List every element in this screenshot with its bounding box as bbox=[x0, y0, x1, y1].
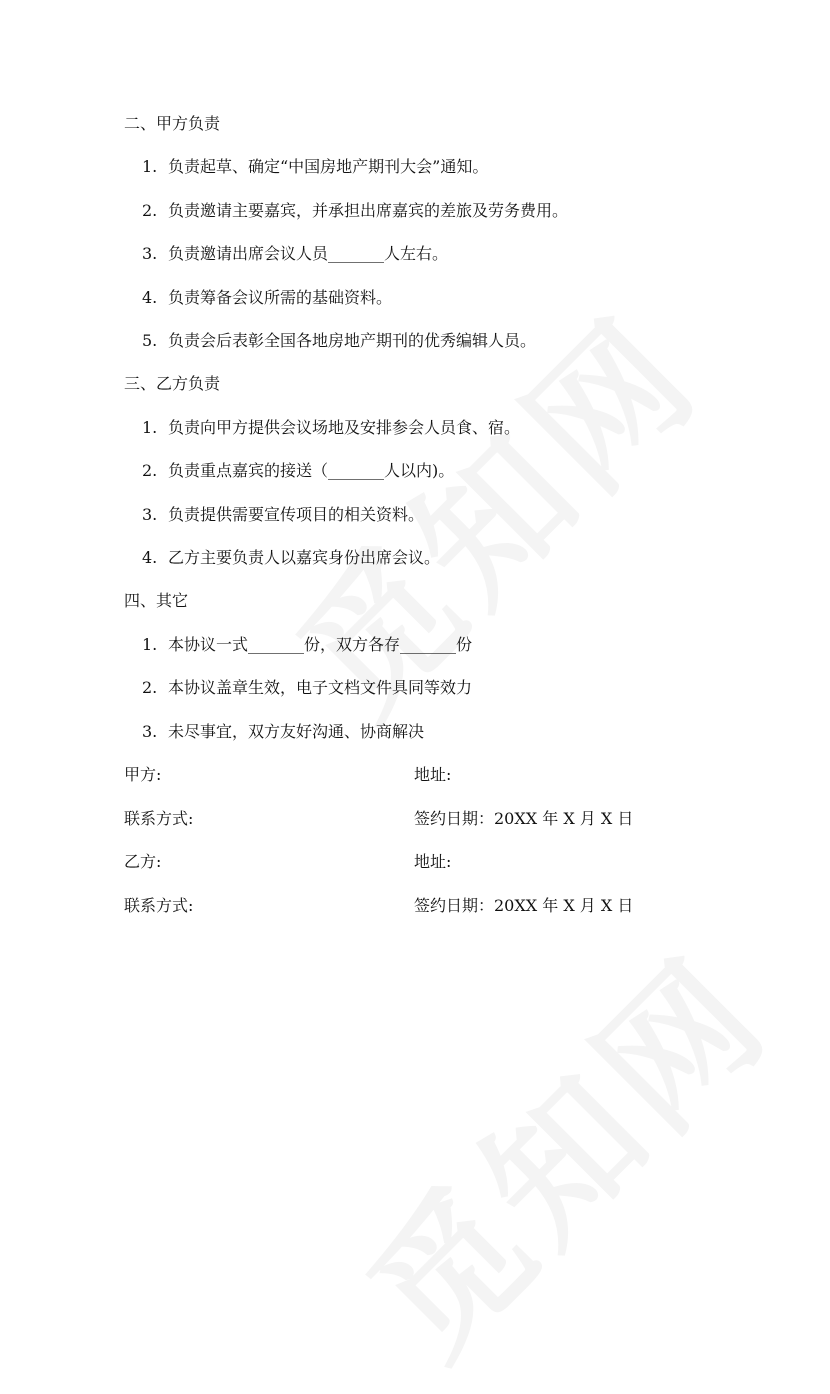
item-text: 负责筹备会议所需的基础资料。 bbox=[168, 288, 393, 307]
list-item bbox=[142, 288, 392, 308]
item-number: 3. bbox=[142, 722, 158, 741]
address-b-label: 地址: bbox=[414, 852, 452, 871]
party-a-label: 甲方: bbox=[124, 765, 162, 784]
item-text: 负责重点嘉宾的接送（_______人以内)。 bbox=[168, 461, 455, 480]
item-number: 1. bbox=[142, 418, 158, 437]
item-text: 本协议一式_______份，双方各存_______份 bbox=[168, 635, 473, 654]
item-number: 4. bbox=[142, 288, 158, 307]
sign-date-b: 签约日期：20XX 年 X 月 X 日 bbox=[414, 896, 634, 915]
item-number: 2. bbox=[142, 678, 158, 697]
item-text: 负责邀请出席会议人员_______人左右。 bbox=[168, 244, 449, 263]
address-a-label: 地址: bbox=[414, 765, 452, 784]
list-item bbox=[142, 461, 454, 481]
item-text: 负责提供需要宣传项目的相关资料。 bbox=[168, 505, 425, 524]
party-b-label: 乙方: bbox=[124, 852, 162, 871]
section-heading: 二、甲方负责 bbox=[124, 114, 221, 133]
list-item bbox=[142, 678, 472, 698]
list-item bbox=[142, 331, 536, 351]
section-heading: 三、乙方负责 bbox=[124, 374, 221, 393]
section-heading: 四、其它 bbox=[124, 591, 189, 610]
list-item bbox=[142, 635, 472, 655]
item-number: 1. bbox=[142, 157, 158, 176]
item-text: 本协议盖章生效，电子文档文件具同等效力 bbox=[168, 678, 473, 697]
item-number: 3. bbox=[142, 244, 158, 263]
item-number: 4. bbox=[142, 548, 158, 567]
list-item bbox=[142, 201, 568, 221]
sign-date-a: 签约日期：20XX 年 X 月 X 日 bbox=[414, 809, 634, 828]
item-number: 2. bbox=[142, 201, 158, 220]
list-item bbox=[142, 418, 520, 438]
item-text: 未尽事宜，双方友好沟通、协商解决 bbox=[168, 722, 425, 741]
list-item bbox=[142, 505, 424, 525]
item-text: 负责邀请主要嘉宾，并承担出席嘉宾的差旅及劳务费用。 bbox=[168, 201, 569, 220]
item-number: 1. bbox=[142, 635, 158, 654]
contact-a-label: 联系方式: bbox=[124, 809, 194, 828]
item-number: 2. bbox=[142, 461, 158, 480]
list-item bbox=[142, 157, 488, 177]
item-text: 负责向甲方提供会议场地及安排参会人员食、宿。 bbox=[168, 418, 521, 437]
list-item bbox=[142, 548, 440, 568]
watermark bbox=[314, 902, 806, 1394]
item-text: 乙方主要负责人以嘉宾身份出席会议。 bbox=[168, 548, 441, 567]
item-text: 负责会后表彰全国各地房地产期刊的优秀编辑人员。 bbox=[168, 331, 537, 350]
contact-b-label: 联系方式: bbox=[124, 896, 194, 915]
item-text: 负责起草、确定“中国房地产期刊大会”通知。 bbox=[168, 157, 489, 176]
item-number: 5. bbox=[142, 331, 158, 350]
item-number: 3. bbox=[142, 505, 158, 524]
list-item bbox=[142, 244, 448, 264]
list-item bbox=[142, 722, 424, 742]
